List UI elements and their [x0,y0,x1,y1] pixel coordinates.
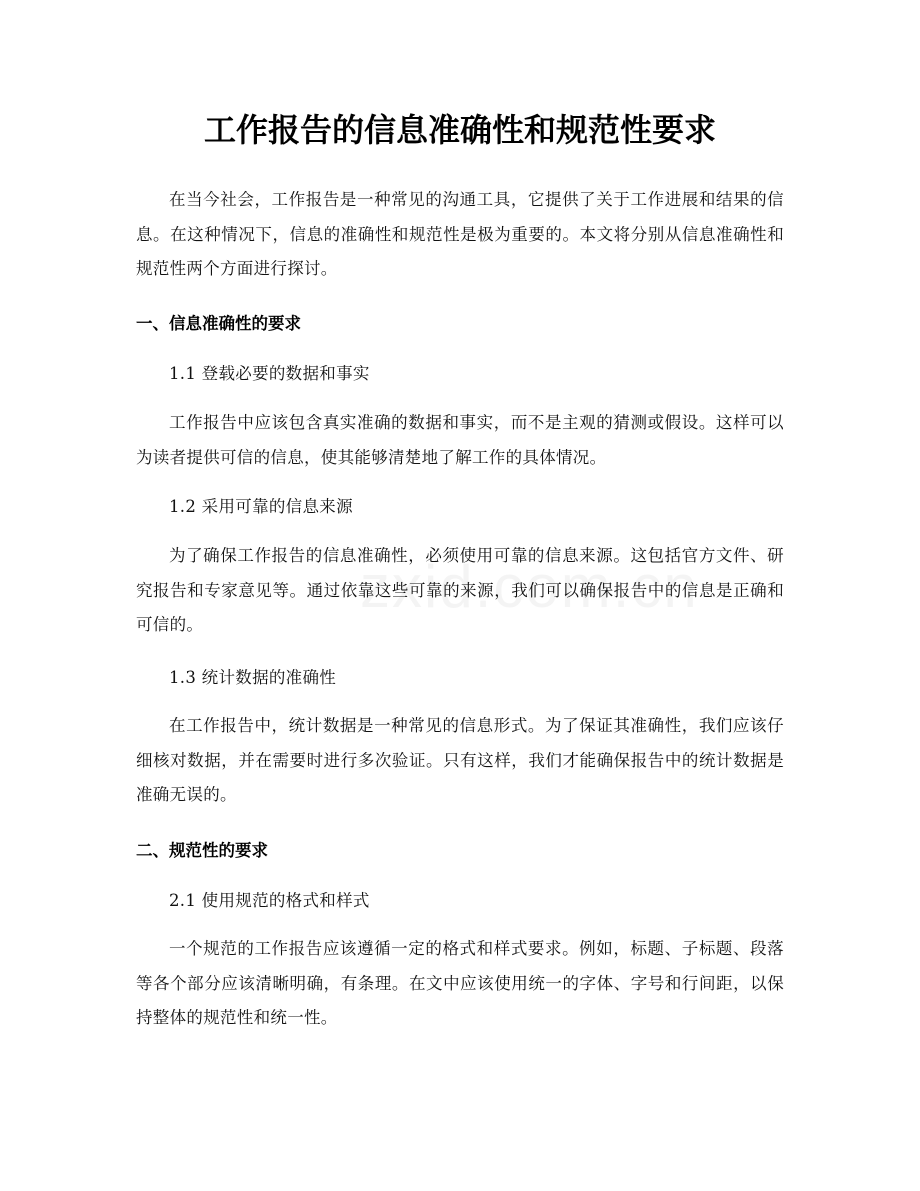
subsection-title-1-1: 1.1 登载必要的数据和事实 [169,364,370,383]
page-title: 工作报告的信息准确性和规范性要求 [203,111,716,149]
subsection-body-1-2: 为了确保工作报告的信息准确性，必须使用可靠的信息来源。这包括官方文件、研究报告和专家意见等。通过依靠这些可靠的来源，我们可以确保报告中的信息是正确和可信的。 [136,546,784,634]
section-heading-standard: 二、规范性的要求 [136,841,268,860]
subsection-body-1-3: 在工作报告中，统计数据是一种常见的信息形式。为了保证其准确性，我们应该仔细核对数据，并在需要时进行多次验证。只有这样，我们才能确保报告中的统计数据是准确无误的。 [136,716,784,804]
subsection-title-1-3: 1.3 统计数据的准确性 [169,668,337,687]
subsection-title-2-1: 2.1 使用规范的格式和样式 [169,891,370,910]
subsection-title-1-2: 1.2 采用可靠的信息来源 [169,497,353,516]
subsection-body-2-1: 一个规范的工作报告应该遵循一定的格式和样式要求。例如，标题、子标题、段落等各个部分应该清晰明确，有条理。在文中应该使用统一的字体、字号和行间距，以保持整体的规范性和统一性。 [136,939,784,1027]
section-heading-accuracy: 一、信息准确性的要求 [136,314,301,333]
subsection-body-1-1: 工作报告中应该包含真实准确的数据和事实，而不是主观的猜测或假设。这样可以为读者提供可信的信息，使其能够清楚地了解工作的具体情况。 [136,413,784,467]
intro-paragraph: 在当今社会，工作报告是一种常见的沟通工具，它提供了关于工作进展和结果的信息。在这种情况下，信息的准确性和规范性是极为重要的。本文将分别从信息准确性和规范性两个方面进行探讨。 [136,190,784,278]
